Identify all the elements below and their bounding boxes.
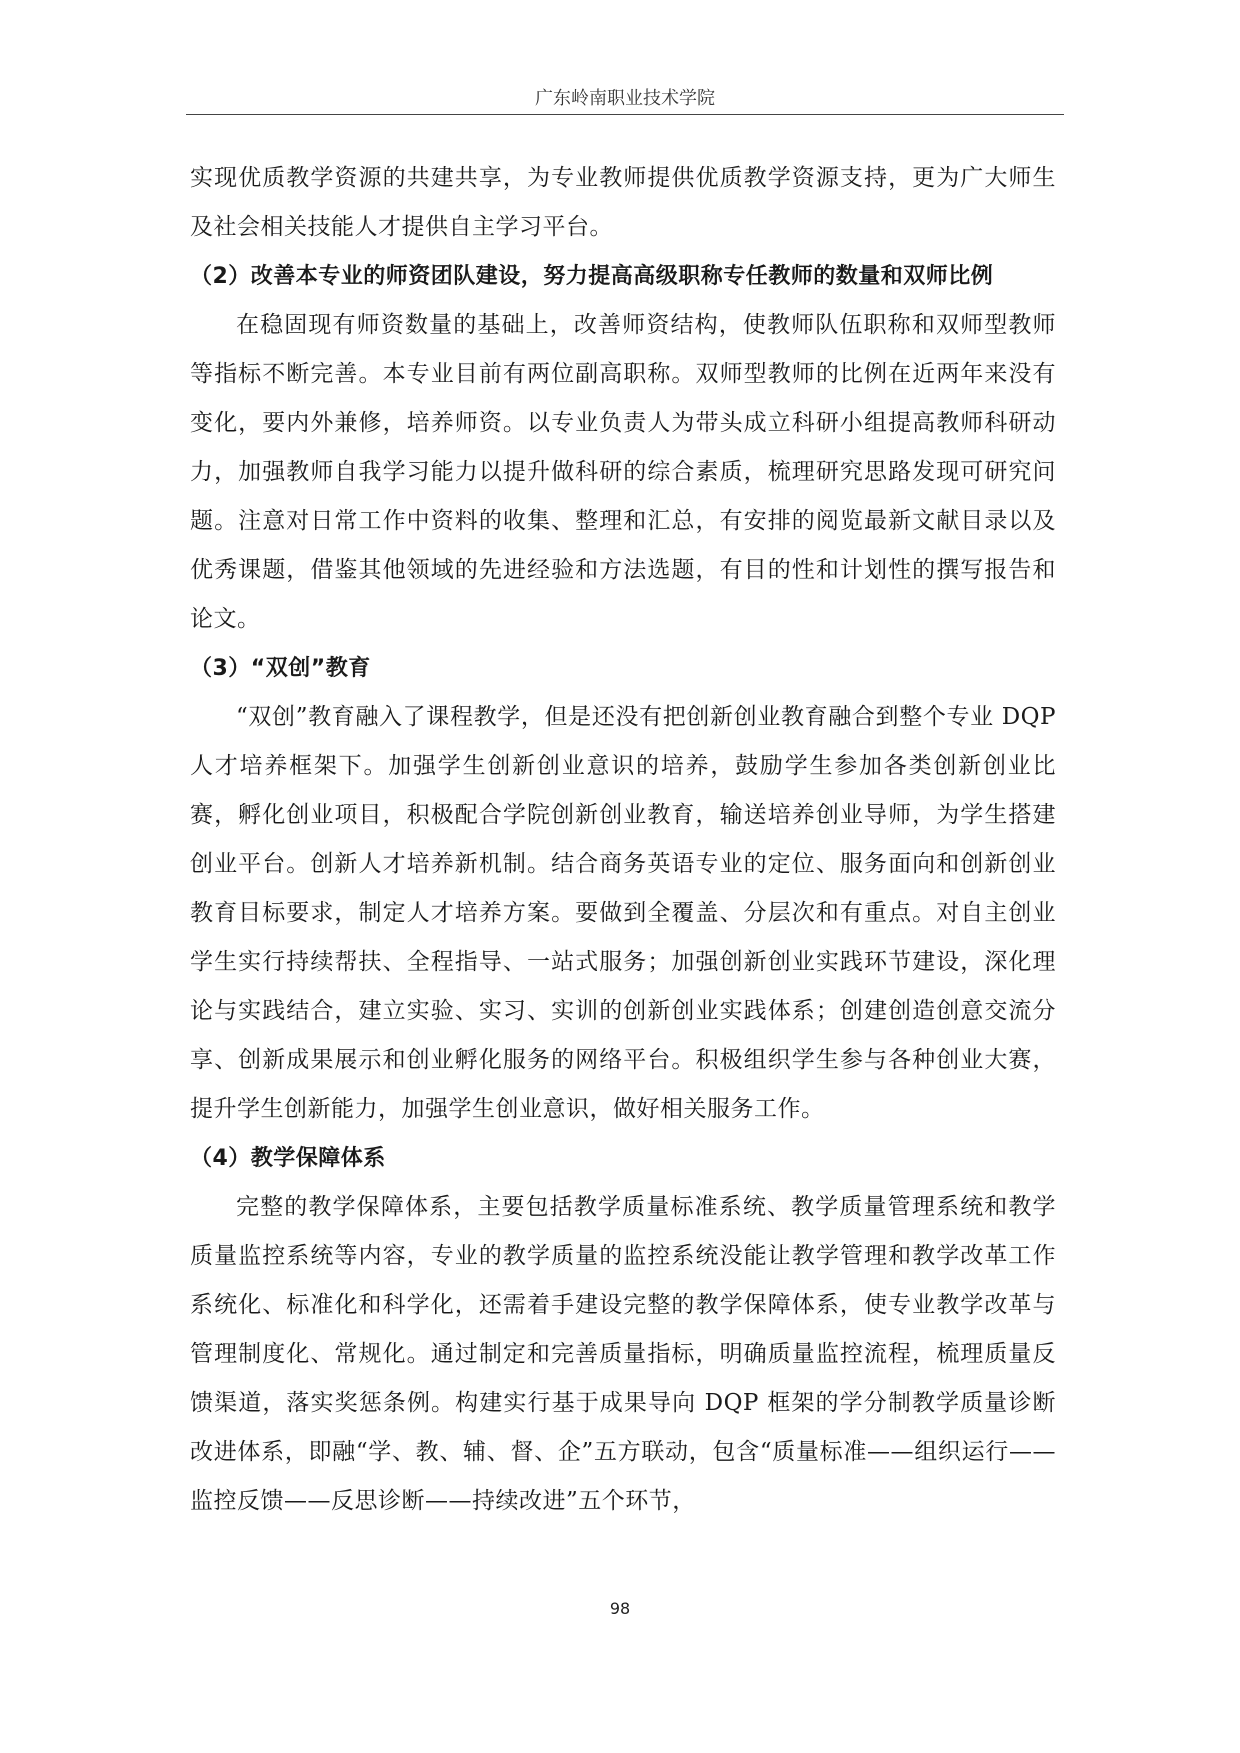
paragraph-intro-continuation: 实现优质教学资源的共建共享，为专业教师提供优质教学资源支持，更为广大师生及社会相关技能人才提供自主学习平台。 (190, 165, 1056, 240)
page-header-title: 广东岭南职业技术学院 (535, 88, 715, 109)
header-divider (186, 114, 1064, 115)
document-body (190, 154, 1056, 1526)
paragraph-teaching-assurance: 完整的教学保障体系，主要包括教学质量标准系统、教学质量管理系统和教学质量监控系统等内容，专业的教学质量的监控系统没能让教学管理和教学改革工作系统化、标准化和科学化，还需着手建设完整的教学保障体系，使专业教学改革与管理制度化、常规化。通过制定和完善质量指标，明确质量监控流程，梳理质量反馈渠道，落实奖惩条例。构建实行基于成果导向 DQP 框架的学分制教学质量诊断改进体系，即融“学、教、辅、督、企”五方联动，包含“质量标准——组织运行——监控反馈——反思诊断——持续改进”五个环节， (190, 1194, 1056, 1514)
page-number: 98 (609, 1599, 631, 1618)
section-heading-4: （4）教学保障体系 (190, 1146, 386, 1171)
section-heading-2: （2）改善本专业的师资团队建设，努力提高高级职称专任教师的数量和双师比例 (190, 264, 994, 289)
paragraph-innovation-entrepreneurship: “双创”教育融入了课程教学，但是还没有把创新创业教育融合到整个专业 DQP 人才培养框架下。加强学生创新创业意识的培养，鼓励学生参加各类创新创业比赛，孵化创业项目，积极配合学院创新创业教育，输送培养创业导师，为学生搭建创业平台。创新人才培养新机制。结合商务英语专业的定位、服务面向和创新创业教育目标要求，制定人才培养方案。要做到全覆盖、分层次和有重点。对自主创业学生实行持续帮扶、全程指导、一站式服务；加强创新创业实践环节建设，深化理论与实践结合，建立实验、实习、实训的创新创业实践体系；创建创造创意交流分享、创新成果展示和创业孵化服务的网络平台。积极组织学生参与各种创业大赛，提升学生创新能力，加强学生创业意识，做好相关服务工作。 (190, 704, 1056, 1122)
section-heading-3: （3）“双创”教育 (190, 656, 371, 681)
paragraph-faculty-development: 在稳固现有师资数量的基础上，改善师资结构，使教师队伍职称和双师型教师等指标不断完善。本专业目前有两位副高职称。双师型教师的比例在近两年来没有变化，要内外兼修，培养师资。以专业负责人为带头成立科研小组提高教师科研动力，加强教师自我学习能力以提升做科研的综合素质，梳理研究思路发现可研究问题。注意对日常工作中资料的收集、整理和汇总，有安排的阅览最新文献目录以及优秀课题，借鉴其他领域的先进经验和方法选题，有目的性和计划性的撰写报告和论文。 (190, 312, 1056, 632)
